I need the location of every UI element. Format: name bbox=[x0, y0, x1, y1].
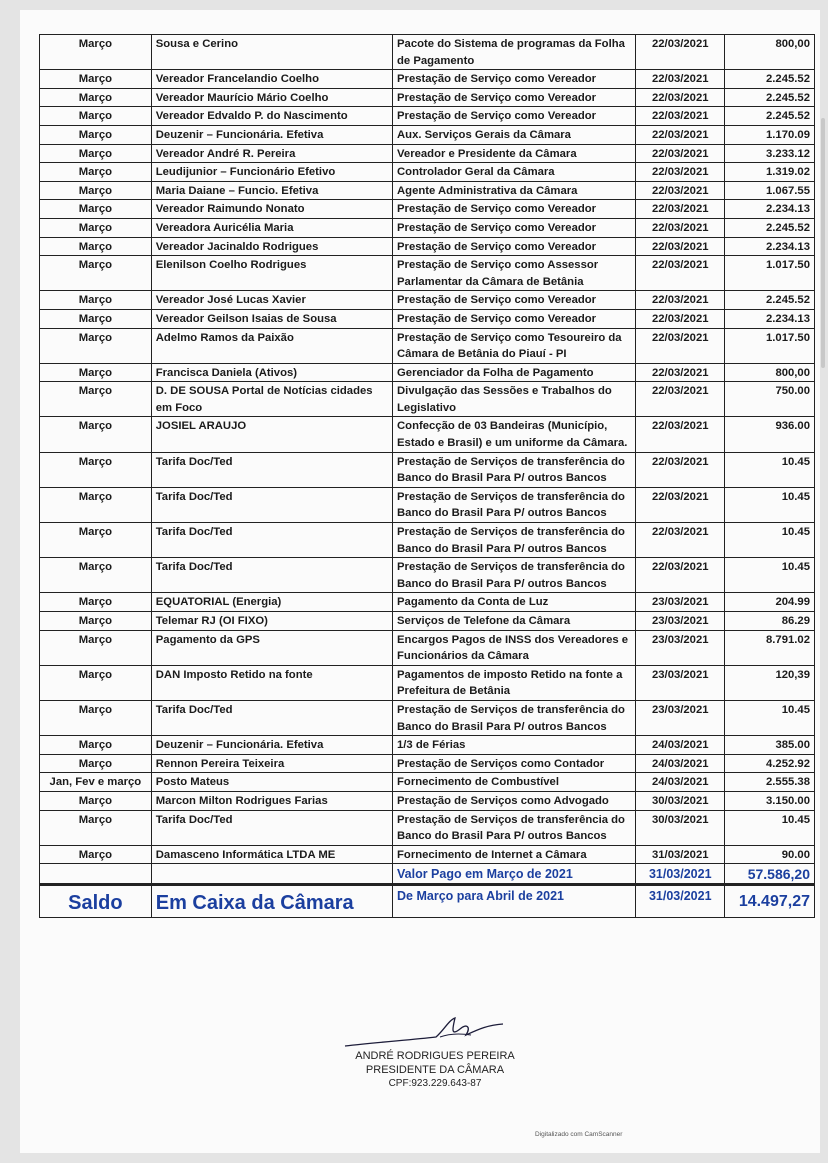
month-cell: Março bbox=[40, 452, 152, 487]
table-row bbox=[40, 736, 815, 755]
date-cell: 24/03/2021 bbox=[636, 736, 725, 755]
payee-cell: DAN Imposto Retido na fonte bbox=[151, 665, 392, 700]
description-cell: Prestação de Serviço como Vereador bbox=[393, 200, 636, 219]
payee-cell: Pagamento da GPS bbox=[151, 630, 392, 665]
month-cell: Março bbox=[40, 181, 152, 200]
date-cell: 23/03/2021 bbox=[636, 700, 725, 735]
table-row bbox=[40, 35, 815, 70]
description-cell: Gerenciador da Folha de Pagamento bbox=[393, 363, 636, 382]
date-cell: 23/03/2021 bbox=[636, 593, 725, 612]
description-cell: Divulgação das Sessões e Trabalhos do Legislativo bbox=[393, 382, 636, 417]
description-cell: Pagamentos de imposto Retido na fonte a Prefeitura de Betânia bbox=[393, 665, 636, 700]
value-cell: 2.234.13 bbox=[725, 200, 815, 219]
table-row bbox=[40, 163, 815, 182]
signer-name: ANDRÉ RODRIGUES PEREIRA bbox=[355, 1050, 515, 1062]
date-cell: 22/03/2021 bbox=[636, 144, 725, 163]
payee-cell: Vereador Jacinaldo Rodrigues bbox=[151, 237, 392, 256]
date-cell: 30/03/2021 bbox=[636, 791, 725, 810]
table-row bbox=[40, 417, 815, 452]
month-cell: Março bbox=[40, 88, 152, 107]
month-cell: Março bbox=[40, 70, 152, 89]
value-cell: 10.45 bbox=[725, 487, 815, 522]
date-cell: 22/03/2021 bbox=[636, 88, 725, 107]
month-cell: Março bbox=[40, 736, 152, 755]
date-cell: 22/03/2021 bbox=[636, 487, 725, 522]
date-cell: 22/03/2021 bbox=[636, 181, 725, 200]
date-cell: 22/03/2021 bbox=[636, 558, 725, 593]
value-cell: 204.99 bbox=[725, 593, 815, 612]
balance-description: De Março para Abril de 2021 bbox=[393, 885, 636, 918]
value-cell: 800,00 bbox=[725, 35, 815, 70]
description-cell: Prestação de Serviço como Vereador bbox=[393, 218, 636, 237]
table-row bbox=[40, 523, 815, 558]
table-row bbox=[40, 309, 815, 328]
month-cell: Março bbox=[40, 363, 152, 382]
table-row bbox=[40, 256, 815, 291]
value-cell: 10.45 bbox=[725, 700, 815, 735]
description-cell: Prestação de Serviços de transferência do Banco do Brasil Para P/ outros Bancos bbox=[393, 810, 636, 845]
payee-cell: Vereador Raimundo Nonato bbox=[151, 200, 392, 219]
month-cell: Março bbox=[40, 558, 152, 593]
date-cell: 22/03/2021 bbox=[636, 218, 725, 237]
value-cell: 936.00 bbox=[725, 417, 815, 452]
payee-cell: Tarifa Doc/Ted bbox=[151, 558, 392, 593]
date-cell: 23/03/2021 bbox=[636, 630, 725, 665]
month-cell: Março bbox=[40, 791, 152, 810]
balance-label: Saldo bbox=[40, 885, 152, 918]
description-cell: Pacote do Sistema de programas da Folha de Pagamento bbox=[393, 35, 636, 70]
date-cell: 24/03/2021 bbox=[636, 754, 725, 773]
value-cell: 2.555.38 bbox=[725, 773, 815, 792]
date-cell: 22/03/2021 bbox=[636, 107, 725, 126]
value-cell: 800,00 bbox=[725, 363, 815, 382]
value-cell: 2.245.52 bbox=[725, 291, 815, 310]
payee-cell: Tarifa Doc/Ted bbox=[151, 452, 392, 487]
value-cell: 1.319.02 bbox=[725, 163, 815, 182]
value-cell: 2.245.52 bbox=[725, 218, 815, 237]
date-cell: 22/03/2021 bbox=[636, 291, 725, 310]
table-row bbox=[40, 291, 815, 310]
balance-value: 14.497,27 bbox=[725, 885, 815, 918]
total-label: Valor Pago em Março de 2021 bbox=[393, 864, 636, 885]
date-cell: 22/03/2021 bbox=[636, 363, 725, 382]
table-row bbox=[40, 237, 815, 256]
table-row bbox=[40, 200, 815, 219]
value-cell: 8.791.02 bbox=[725, 630, 815, 665]
month-cell: Março bbox=[40, 417, 152, 452]
date-cell: 31/03/2021 bbox=[636, 845, 725, 864]
balance-row bbox=[40, 885, 815, 918]
month-cell: Março bbox=[40, 107, 152, 126]
table-row bbox=[40, 487, 815, 522]
value-cell: 2.234.13 bbox=[725, 309, 815, 328]
payee-cell: Tarifa Doc/Ted bbox=[151, 700, 392, 735]
payee-cell: Vereador Maurício Mário Coelho bbox=[151, 88, 392, 107]
balance-name: Em Caixa da Câmara bbox=[151, 885, 392, 918]
value-cell: 1.170.09 bbox=[725, 125, 815, 144]
table-row bbox=[40, 125, 815, 144]
description-cell: Vereador e Presidente da Câmara bbox=[393, 144, 636, 163]
description-cell: Prestação de Serviços de transferência do Banco do Brasil Para P/ outros Bancos bbox=[393, 523, 636, 558]
payee-cell: Francisca Daniela (Ativos) bbox=[151, 363, 392, 382]
description-cell: Prestação de Serviços de transferência do Banco do Brasil Para P/ outros Bancos bbox=[393, 558, 636, 593]
date-cell: 24/03/2021 bbox=[636, 773, 725, 792]
date-cell: 22/03/2021 bbox=[636, 256, 725, 291]
value-cell: 1.017.50 bbox=[725, 256, 815, 291]
description-cell: Confecção de 03 Bandeiras (Município, Estado e Brasil) e um uniforme da Câmara. bbox=[393, 417, 636, 452]
total-date: 31/03/2021 bbox=[636, 864, 725, 885]
description-cell: Prestação de Serviços de transferência do Banco do Brasil Para P/ outros Bancos bbox=[393, 452, 636, 487]
table-row bbox=[40, 70, 815, 89]
payee-cell: Posto Mateus bbox=[151, 773, 392, 792]
total-empty-cell bbox=[40, 864, 152, 885]
month-cell: Março bbox=[40, 200, 152, 219]
date-cell: 22/03/2021 bbox=[636, 452, 725, 487]
month-cell: Março bbox=[40, 256, 152, 291]
description-cell: Prestação de Serviço como Vereador bbox=[393, 291, 636, 310]
table-row bbox=[40, 665, 815, 700]
table-row bbox=[40, 754, 815, 773]
month-cell: Março bbox=[40, 523, 152, 558]
table-row bbox=[40, 845, 815, 864]
month-cell: Março bbox=[40, 630, 152, 665]
scrollbar[interactable] bbox=[821, 118, 825, 368]
balance-date: 31/03/2021 bbox=[636, 885, 725, 918]
table-row bbox=[40, 181, 815, 200]
description-cell: Prestação de Serviço como Vereador bbox=[393, 107, 636, 126]
table-row bbox=[40, 593, 815, 612]
value-cell: 2.245.52 bbox=[725, 88, 815, 107]
date-cell: 22/03/2021 bbox=[636, 163, 725, 182]
table-row bbox=[40, 382, 815, 417]
month-cell: Março bbox=[40, 700, 152, 735]
scanner-watermark: Digitalizado com CamScanner bbox=[535, 1131, 623, 1138]
description-cell: Pagamento da Conta de Luz bbox=[393, 593, 636, 612]
table-row bbox=[40, 558, 815, 593]
table-row bbox=[40, 791, 815, 810]
table-row bbox=[40, 88, 815, 107]
table-row bbox=[40, 700, 815, 735]
description-cell: Prestação de Serviço como Vereador bbox=[393, 237, 636, 256]
date-cell: 30/03/2021 bbox=[636, 810, 725, 845]
month-cell: Março bbox=[40, 382, 152, 417]
description-cell: Prestação de Serviços de transferência do Banco do Brasil Para P/ outros Bancos bbox=[393, 700, 636, 735]
payee-cell: Leudijunior – Funcionário Efetivo bbox=[151, 163, 392, 182]
month-cell: Março bbox=[40, 237, 152, 256]
description-cell: Prestação de Serviço como Tesoureiro da Câmara de Betânia do Piauí - PI bbox=[393, 328, 636, 363]
total-value: 57.586,20 bbox=[725, 864, 815, 885]
month-cell: Março bbox=[40, 845, 152, 864]
month-cell: Março bbox=[40, 218, 152, 237]
month-cell: Março bbox=[40, 612, 152, 631]
value-cell: 1.017.50 bbox=[725, 328, 815, 363]
description-cell: 1/3 de Férias bbox=[393, 736, 636, 755]
table-row bbox=[40, 612, 815, 631]
date-cell: 22/03/2021 bbox=[636, 523, 725, 558]
table-row bbox=[40, 810, 815, 845]
payee-cell: Vereador Geilson Isaias de Sousa bbox=[151, 309, 392, 328]
value-cell: 2.245.52 bbox=[725, 107, 815, 126]
table-row bbox=[40, 452, 815, 487]
description-cell: Fornecimento de Internet a Câmara bbox=[393, 845, 636, 864]
date-cell: 22/03/2021 bbox=[636, 382, 725, 417]
description-cell: Prestação de Serviço como Vereador bbox=[393, 88, 636, 107]
payee-cell: Tarifa Doc/Ted bbox=[151, 487, 392, 522]
payee-cell: Deuzenir – Funcionária. Efetiva bbox=[151, 736, 392, 755]
month-cell: Março bbox=[40, 593, 152, 612]
payee-cell: Vereador Edvaldo P. do Nascimento bbox=[151, 107, 392, 126]
description-cell: Prestação de Serviços como Contador bbox=[393, 754, 636, 773]
value-cell: 4.252.92 bbox=[725, 754, 815, 773]
total-empty-cell bbox=[151, 864, 392, 885]
month-cell: Março bbox=[40, 144, 152, 163]
payee-cell: Damasceno Informática LTDA ME bbox=[151, 845, 392, 864]
description-cell: Encargos Pagos de INSS dos Vereadores e Funcionários da Câmara bbox=[393, 630, 636, 665]
value-cell: 86.29 bbox=[725, 612, 815, 631]
payee-cell: Sousa e Cerino bbox=[151, 35, 392, 70]
value-cell: 3.150.00 bbox=[725, 791, 815, 810]
value-cell: 10.45 bbox=[725, 452, 815, 487]
date-cell: 22/03/2021 bbox=[636, 70, 725, 89]
table-row bbox=[40, 630, 815, 665]
date-cell: 22/03/2021 bbox=[636, 417, 725, 452]
month-cell: Março bbox=[40, 487, 152, 522]
date-cell: 22/03/2021 bbox=[636, 200, 725, 219]
signer-role: PRESIDENTE DA CÂMARA bbox=[365, 1064, 505, 1076]
payee-cell: Vereador Francelandio Coelho bbox=[151, 70, 392, 89]
payee-cell: Vereador André R. Pereira bbox=[151, 144, 392, 163]
description-cell: Controlador Geral da Câmara bbox=[393, 163, 636, 182]
month-cell: Jan, Fev e março bbox=[40, 773, 152, 792]
value-cell: 90.00 bbox=[725, 845, 815, 864]
table-row bbox=[40, 363, 815, 382]
table-row bbox=[40, 773, 815, 792]
payee-cell: Maria Daiane – Funcio. Efetiva bbox=[151, 181, 392, 200]
value-cell: 385.00 bbox=[725, 736, 815, 755]
description-cell: Serviços de Telefone da Câmara bbox=[393, 612, 636, 631]
date-cell: 22/03/2021 bbox=[636, 309, 725, 328]
payee-cell: Vereador José Lucas Xavier bbox=[151, 291, 392, 310]
date-cell: 23/03/2021 bbox=[636, 665, 725, 700]
date-cell: 23/03/2021 bbox=[636, 612, 725, 631]
value-cell: 2.245.52 bbox=[725, 70, 815, 89]
month-cell: Março bbox=[40, 810, 152, 845]
payee-cell: Marcon Milton Rodrigues Farias bbox=[151, 791, 392, 810]
payee-cell: Rennon Pereira Teixeira bbox=[151, 754, 392, 773]
payee-cell: EQUATORIAL (Energia) bbox=[151, 593, 392, 612]
description-cell: Prestação de Serviço como Vereador bbox=[393, 70, 636, 89]
value-cell: 10.45 bbox=[725, 523, 815, 558]
payee-cell: Telemar RJ (OI FIXO) bbox=[151, 612, 392, 631]
payee-cell: Deuzenir – Funcionária. Efetiva bbox=[151, 125, 392, 144]
table-row bbox=[40, 144, 815, 163]
payee-cell: Tarifa Doc/Ted bbox=[151, 523, 392, 558]
description-cell: Aux. Serviços Gerais da Câmara bbox=[393, 125, 636, 144]
month-cell: Março bbox=[40, 125, 152, 144]
payee-cell: Vereadora Auricélia Maria bbox=[151, 218, 392, 237]
value-cell: 10.45 bbox=[725, 810, 815, 845]
document-page bbox=[20, 10, 820, 1153]
month-cell: Março bbox=[40, 291, 152, 310]
month-cell: Março bbox=[40, 754, 152, 773]
description-cell: Prestação de Serviço como Assessor Parlamentar da Câmara de Betânia bbox=[393, 256, 636, 291]
table-row bbox=[40, 218, 815, 237]
value-cell: 750.00 bbox=[725, 382, 815, 417]
description-cell: Agente Administrativa da Câmara bbox=[393, 181, 636, 200]
description-cell: Prestação de Serviço como Vereador bbox=[393, 309, 636, 328]
payee-cell: Tarifa Doc/Ted bbox=[151, 810, 392, 845]
payee-cell: Adelmo Ramos da Paixão bbox=[151, 328, 392, 363]
expense-table-body bbox=[40, 35, 815, 864]
total-row bbox=[40, 864, 815, 885]
month-cell: Março bbox=[40, 163, 152, 182]
payee-cell: Elenilson Coelho Rodrigues bbox=[151, 256, 392, 291]
description-cell: Fornecimento de Combustível bbox=[393, 773, 636, 792]
table-row bbox=[40, 328, 815, 363]
value-cell: 3.233.12 bbox=[725, 144, 815, 163]
signer-cpf: CPF:923.229.643-87 bbox=[388, 1078, 482, 1089]
description-cell: Prestação de Serviços de transferência do Banco do Brasil Para P/ outros Bancos bbox=[393, 487, 636, 522]
value-cell: 1.067.55 bbox=[725, 181, 815, 200]
description-cell: Prestação de Serviços como Advogado bbox=[393, 791, 636, 810]
payee-cell: D. DE SOUSA Portal de Notícias cidades em Foco bbox=[151, 382, 392, 417]
month-cell: Março bbox=[40, 328, 152, 363]
date-cell: 22/03/2021 bbox=[636, 35, 725, 70]
month-cell: Março bbox=[40, 35, 152, 70]
month-cell: Março bbox=[40, 309, 152, 328]
payee-cell: JOSIEL ARAUJO bbox=[151, 417, 392, 452]
month-cell: Março bbox=[40, 665, 152, 700]
value-cell: 120,39 bbox=[725, 665, 815, 700]
expense-table bbox=[39, 34, 815, 918]
value-cell: 2.234.13 bbox=[725, 237, 815, 256]
date-cell: 22/03/2021 bbox=[636, 237, 725, 256]
date-cell: 22/03/2021 bbox=[636, 328, 725, 363]
table-row bbox=[40, 107, 815, 126]
date-cell: 22/03/2021 bbox=[636, 125, 725, 144]
signature-block bbox=[340, 1015, 540, 1105]
value-cell: 10.45 bbox=[725, 558, 815, 593]
